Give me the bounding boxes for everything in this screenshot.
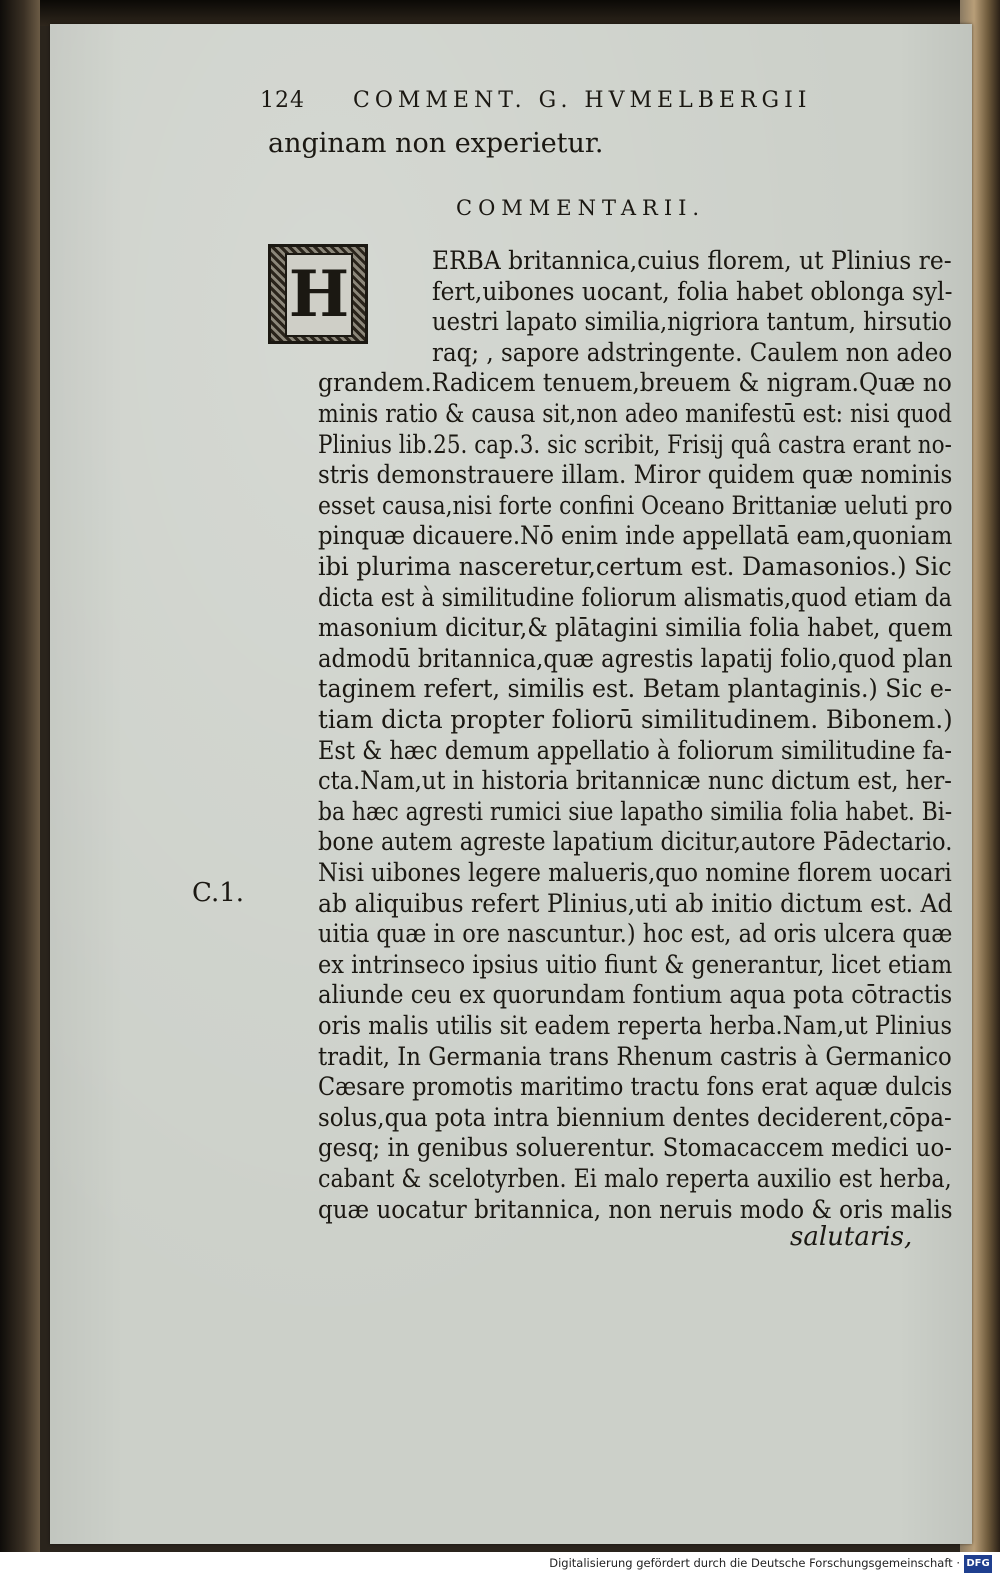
book-top-edge — [0, 0, 1000, 26]
body-line: tradit, In Germania trans Rhenum castris à Germanico — [318, 1041, 952, 1072]
running-header — [260, 88, 900, 113]
margin-note: C.1. — [192, 878, 245, 908]
running-title: COMMENT. G. HVMELBERGII — [353, 88, 812, 113]
decorated-initial — [268, 244, 368, 344]
body-line: aliunde ceu ex quorundam fontium aqua pota cōtractis — [318, 980, 953, 1011]
catchword: salutaris, — [790, 1222, 913, 1252]
page-number: 124 — [260, 88, 305, 113]
body-line: tiam dicta propter foliorū similitudinem. Bibonem.) — [318, 705, 953, 735]
body-line: Nisi uibones legere malueris,quo nomine florem uocari — [318, 858, 952, 888]
body-line: ba hæc agresti rumici siue lapatho similia folia habet. Bi- — [318, 796, 953, 827]
book-left-edge — [0, 0, 40, 1552]
footer-bar — [0, 1552, 1000, 1577]
first-line: anginam non experietur. — [268, 128, 604, 159]
body-line: dicta est à similitudine foliorum alismatis,quod etiam da — [318, 582, 953, 613]
body-line: grandem.Radicem tenuem,breuem & nigram.Quæ no — [318, 368, 952, 399]
body-line: ibi plurima nasceretur,certum est. Damasonios.) Sic — [318, 552, 952, 582]
body-line: ERBA britannica,cuius florem, ut Plinius re- — [432, 246, 952, 276]
body-line: cabant & scelotyrben. Ei malo reperta auxilio est herba, — [318, 1164, 952, 1194]
body-line: ex intrinseco ipsius uitio fiunt & generantur, licet etiam — [318, 949, 953, 980]
initial-letter: H — [285, 253, 353, 337]
body-line: Cæsare promotis maritimo tractu fons erat aquæ dulcis — [318, 1072, 953, 1103]
body-line: taginem refert, similis est. Betam plantaginis.) Sic e- — [318, 674, 952, 705]
body-line: esset causa,nisi forte confini Oceano Brittaniæ ueluti pro — [318, 490, 953, 521]
section-title: COMMENTARII. — [456, 196, 706, 220]
body-line: raq; , sapore adstringente. Caulem non adeo — [432, 337, 953, 368]
body-line: stris demonstrauere illam. Miror quidem quæ nominis — [318, 460, 953, 491]
body-line: cta.Nam,ut in historia britannicæ nunc dictum est, her- — [318, 766, 952, 797]
body-line: fert,uibones uocant, folia habet oblonga syl- — [432, 276, 953, 307]
body-line: minis ratio & causa sit,non adeo manifestū est: nisi quod — [318, 399, 952, 429]
body-line: Plinius lib.25. cap.3. sic scribit, Frisij quâ castra erant no- — [318, 429, 952, 460]
body-line: admodū britannica,quæ agrestis lapatij folio,quod plan — [318, 643, 953, 674]
body-line: ab aliquibus refert Plinius,uti ab initio dictum est. Ad — [318, 888, 953, 919]
body-line: pinquæ dicauere.Nō enim inde appellatā eam,quoniam — [318, 521, 953, 552]
footer-credit: Digitalisierung gefördert durch die Deutsche Forschungsgemeinschaft · — [549, 1556, 960, 1570]
body-line: Est & hæc demum appellatio à foliorum similitudine fa- — [318, 735, 953, 766]
body-line: gesq; in genibus soluerentur. Stomacaccem medici uo- — [318, 1133, 952, 1164]
body-line: uitia quæ in ore nascuntur.) hoc est, ad oris ulcera quæ — [318, 919, 953, 950]
body-line: solus,qua pota intra biennium dentes deciderent,cōpa- — [318, 1102, 952, 1133]
dfg-logo: DFG — [964, 1555, 992, 1573]
body-line: masonium dicitur,& plātagini similia folia habet, quem — [318, 613, 953, 644]
body-line: quæ uocatur britannica, non neruis modo & oris malis — [318, 1194, 953, 1225]
body-line: uestri lapato similia,nigriora tantum, hirsutio — [432, 307, 952, 338]
body-line: bone autem agreste lapatium dicitur,autore Pādectario. — [318, 827, 953, 858]
body-line: oris malis utilis sit eadem reperta herba.Nam,ut Plinius — [318, 1011, 952, 1041]
